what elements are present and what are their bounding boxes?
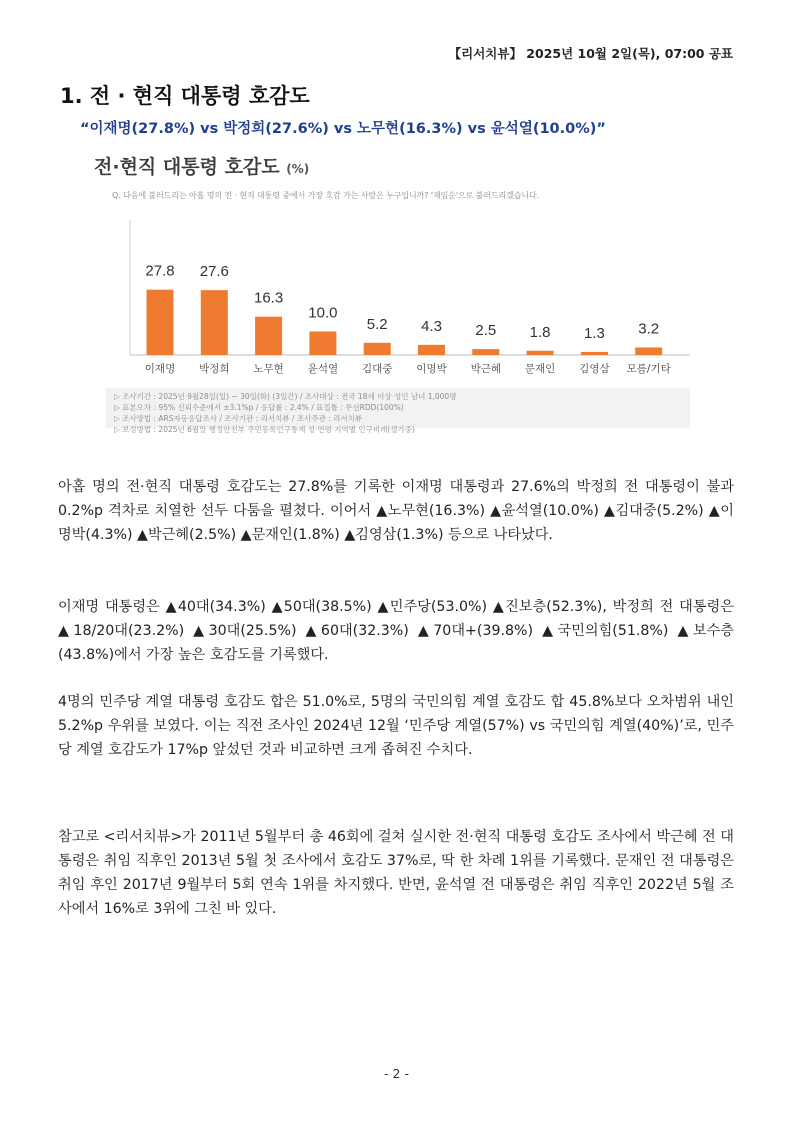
- bar-value-label: 5.2: [366, 315, 388, 333]
- bar-value-label: 27.6: [199, 263, 229, 281]
- category-label: 김영삼: [579, 363, 610, 375]
- category-label: 이명박: [416, 363, 447, 375]
- bar: [527, 351, 554, 355]
- body-paragraph: 4명의 민주당 계열 대통령 호감도 합은 51.0%로, 5명의 국민의힘 계열 호감도 합 45.8%보다 오차범위 내인 5.2%p 우위를 보였다. 이는 직전 조사인 2024년 12월 ‘민주당 계열(57%) vs 국민의힘 계열(40%)’로, 민주당 계열 호감도가 17%p 앞섰던 것과 비교하면 크게 좁혀진 수치다.: [58, 694, 734, 758]
- bar-value-label: 1.8: [529, 323, 551, 341]
- chart-unit: (%): [286, 162, 310, 176]
- report-header: 【리서치뷰】 2025년 10월 2일(목), 07:00 공표: [448, 46, 733, 61]
- section-headline: “이재명(27.8%) vs 박정희(27.6%) vs 노무현(16.3%) vs 윤석열(10.0%)”: [80, 121, 606, 137]
- bar-value-label: 3.2: [638, 320, 660, 338]
- bar: [418, 345, 445, 355]
- bar-value-label: 1.3: [583, 324, 605, 342]
- bar: [581, 352, 608, 355]
- category-label: 이재명: [144, 363, 176, 375]
- body-paragraph: 아홉 명의 전·현직 대통령 호감도는 27.8%를 기록한 이재명 대통령과 27.6%의 박정희 전 대통령이 불과 0.2%p 격차로 치열한 선두 다툼을 펼쳤다. 이어서 ▲노무현(16.3%) ▲윤석열(10.0%) ▲김대중(5.2%) ▲이명박(4.3%) ▲박근혜(2.5%) ▲문재인(1.8%) ▲김영삼(1.3%) 등으로 나타났다.: [58, 479, 734, 543]
- category-label: 모름/기타: [626, 363, 671, 375]
- bar: [147, 290, 174, 355]
- survey-note: ▷ 보정방법 : 2025년 6월말 행정안전부 주민등록인구통계 성·연령·지역별 인구비례(셀가중): [114, 425, 415, 434]
- bar-value-label: 2.5: [475, 322, 497, 340]
- bar-value-label: 4.3: [421, 317, 442, 335]
- category-label: 문재인: [524, 363, 556, 375]
- category-label: 노무현: [253, 363, 284, 375]
- body-paragraph: 참고로 <리서치뷰>가 2011년 5월부터 총 46회에 걸쳐 실시한 전·현직 대통령 호감도 조사에서 박근혜 전 대통령은 취임 직후인 2013년 5월 첫 조사에서 호감도 37%로, 딱 한 차례 1위를 기록했다. 문재인 전 대통령은 취임 후인 2017년 9월부터 5회 연속 1위를 차지했다. 반면, 윤석열 전 대통령은 취임 직후인 2022년 5월 조사에서 16%로 3위에 그친 바 있다.: [58, 829, 734, 917]
- category-label: 박정희: [199, 363, 230, 375]
- survey-note: ▷ 표본오차 : 95% 신뢰수준에서 ±3.1%p / 응답률 : 2.4% / 표집틀 : 무선RDD(100%): [114, 403, 404, 412]
- survey-notes: [106, 388, 690, 434]
- bar: [255, 317, 282, 355]
- category-label: 박근혜: [470, 363, 502, 375]
- bar-value-label: 16.3: [253, 289, 284, 307]
- chart-title: [94, 152, 309, 179]
- body-paragraph: 이재명 대통령은 ▲40대(34.3%) ▲50대(38.5%) ▲민주당(53.0%) ▲진보층(52.3%), 박정희 전 대통령은 ▲18/20대(23.2%) ▲30대(25.5%) ▲60대(32.3%) ▲70대+(39.8%) ▲국민의힘(51.8%) ▲보수층(43.8%)에서 가장 높은 호감도를 기록했다.: [58, 599, 734, 663]
- category-label: 김대중: [361, 363, 393, 375]
- chart-question: Q. 다음에 불러드리는 아홉 명의 전 · 현직 대통령 중에서 가장 호감 가는 사람은 누구입니까? '재임순'으로 불러드리겠습니다.: [112, 191, 540, 200]
- bar-value-label: 10.0: [308, 304, 338, 322]
- chart-title-text: 전·현직 대통령 호감도: [94, 156, 280, 178]
- bar: [309, 332, 336, 356]
- bar: [201, 290, 228, 355]
- bar: [472, 349, 499, 355]
- bar-value-label: 27.8: [145, 262, 175, 280]
- survey-note: ▷ 조사방법 : ARS자동응답조사 / 조사기관 : 리서치뷰 / 조사주관 : 리서치뷰: [114, 414, 363, 423]
- survey-note: ▷ 조사기간 : 2025년 9월28일(일) ~ 30일(화) (3일간) / 조사대상 : 전국 18세 이상 성인 남녀 1,000명: [114, 392, 457, 401]
- category-label: 윤석열: [307, 363, 339, 375]
- bar: [364, 343, 391, 355]
- bar-chart: [112, 210, 690, 382]
- bar: [635, 347, 662, 355]
- section-title: 1. 전 · 현직 대통령 호감도: [60, 84, 310, 108]
- page-number: - 2 -: [384, 1066, 409, 1081]
